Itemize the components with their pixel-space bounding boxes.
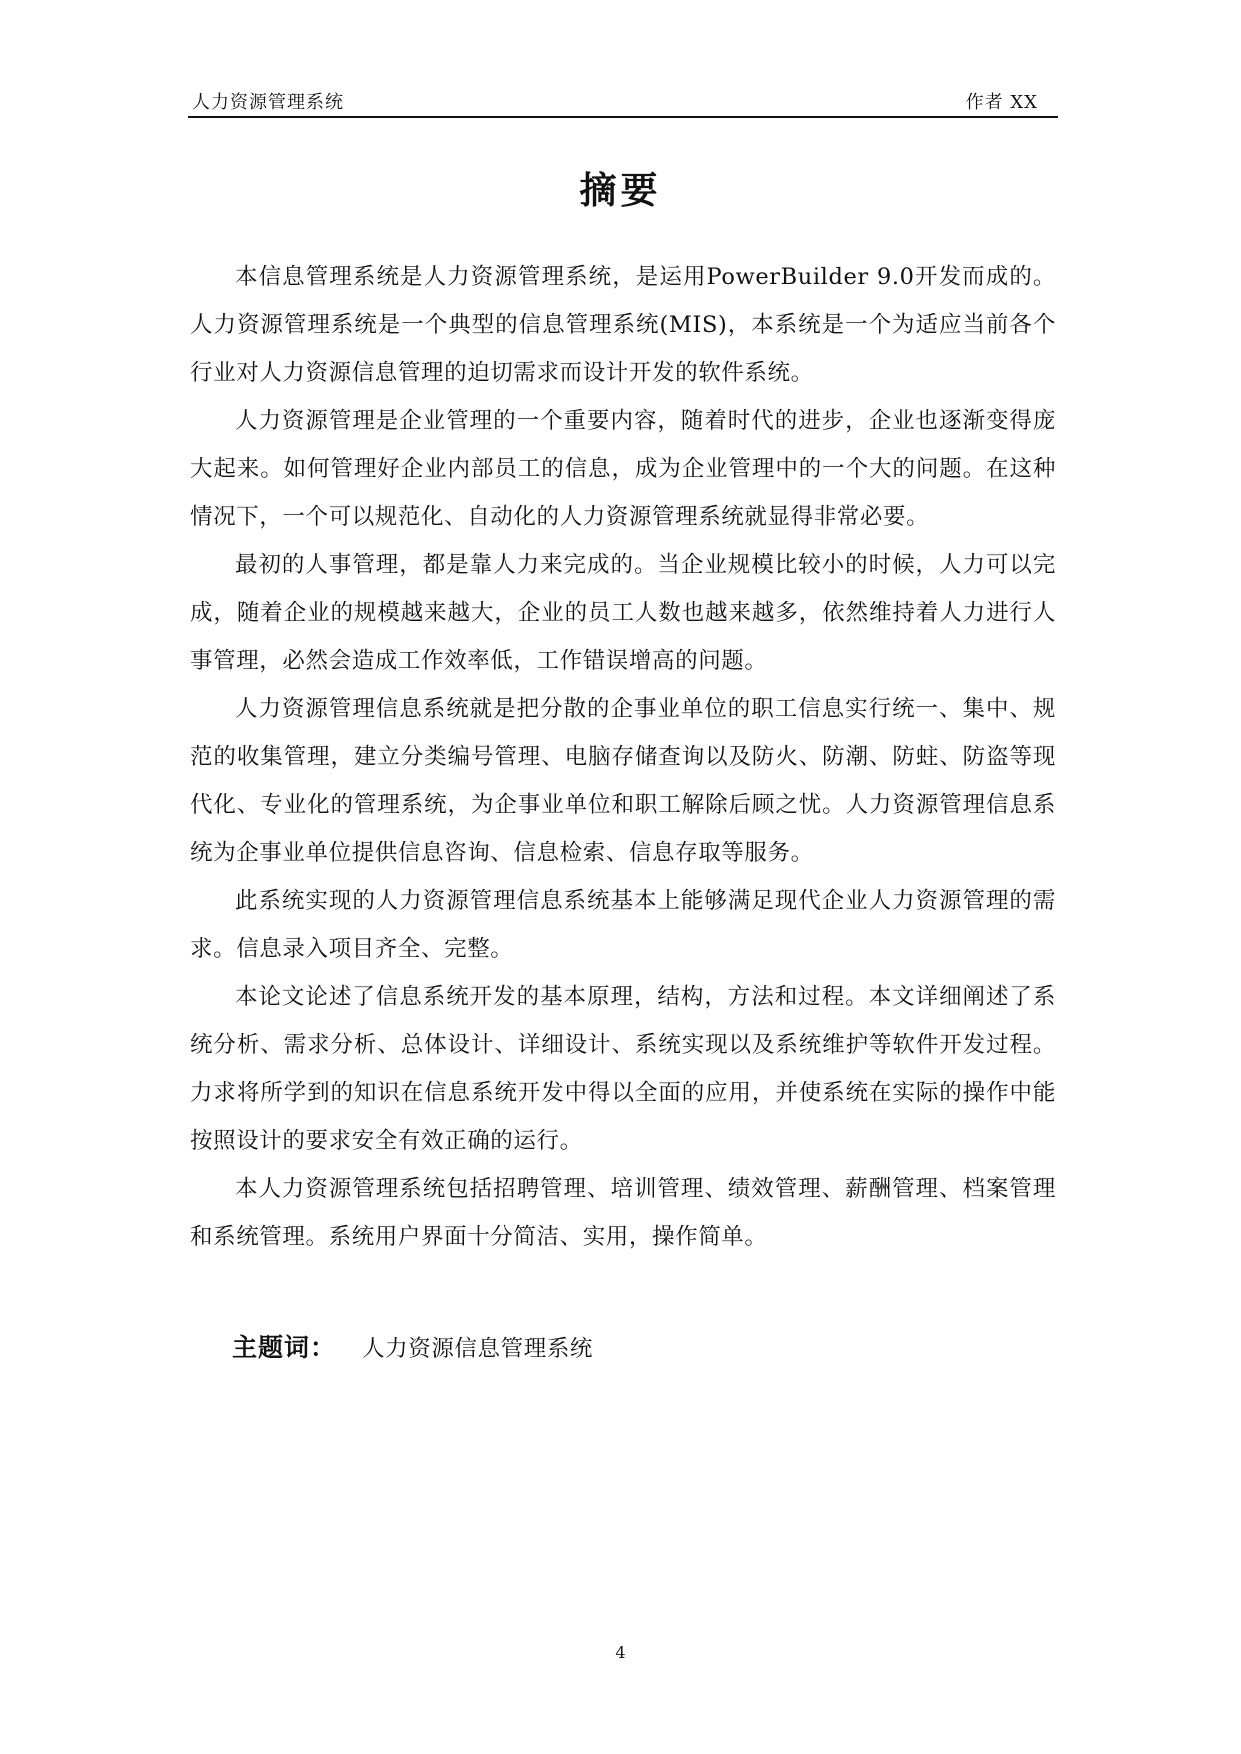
paragraph: 人力资源管理信息系统就是把分散的企事业单位的职工信息实行统一、集中、规范的收集管理，建立分类编号管理、电脑存储查询以及防火、防潮、防蛀、防盗等现代化、专业化的管理系统，为企事业单位和职工解除后顾之忧。人力资源管理信息系统为企事业单位提供信息咨询、信息检索、信息存取等服务。 xyxy=(190,696,1056,866)
keywords-line xyxy=(232,1328,593,1369)
paragraph: 本信息管理系统是人力资源管理系统，是运用PowerBuilder 9.0开发而成的。人力资源管理系统是一个典型的信息管理系统(MIS)，本系统是一个为适应当前各个行业对人力资源信息管理的迫切需求而设计开发的软件系统。 xyxy=(190,264,1056,386)
header-author: 作者 XX xyxy=(965,92,1038,113)
header-title: 人力资源管理系统 xyxy=(192,92,344,113)
paragraph: 本论文论述了信息系统开发的基本原理，结构，方法和过程。本文详细阐述了系统分析、需求分析、总体设计、详细设计、系统实现以及系统维护等软件开发过程。力求将所学到的知识在信息系统开发中得以全面的应用，并使系统在实际的操作中能按照设计的要求安全有效正确的运行。 xyxy=(190,984,1056,1154)
page-number: 4 xyxy=(615,1643,626,1662)
page-header xyxy=(188,86,1058,118)
paragraph: 最初的人事管理，都是靠人力来完成的。当企业规模比较小的时候，人力可以完成，随着企业的规模越来越大，企业的员工人数也越来越多，依然维持着人力进行人事管理，必然会造成工作效率低，工作错误增高的问题。 xyxy=(190,552,1056,674)
abstract-title: 摘要 xyxy=(579,168,662,212)
keywords-value: 人力资源信息管理系统 xyxy=(362,1336,594,1362)
abstract-body xyxy=(190,253,1056,1261)
paragraph: 本人力资源管理系统包括招聘管理、培训管理、绩效管理、薪酬管理、档案管理和系统管理。系统用户界面十分简洁、实用，操作简单。 xyxy=(190,1176,1056,1250)
paragraph: 人力资源管理是企业管理的一个重要内容，随着时代的进步，企业也逐渐变得庞大起来。如何管理好企业内部员工的信息，成为企业管理中的一个大的问题。在这种情况下，一个可以规范化、自动化的人力资源管理系统就显得非常必要。 xyxy=(190,408,1056,530)
paragraph: 此系统实现的人力资源管理信息系统基本上能够满足现代企业人力资源管理的需求。信息录入项目齐全、完整。 xyxy=(190,888,1056,962)
keywords-label: 主题词： xyxy=(232,1333,337,1362)
